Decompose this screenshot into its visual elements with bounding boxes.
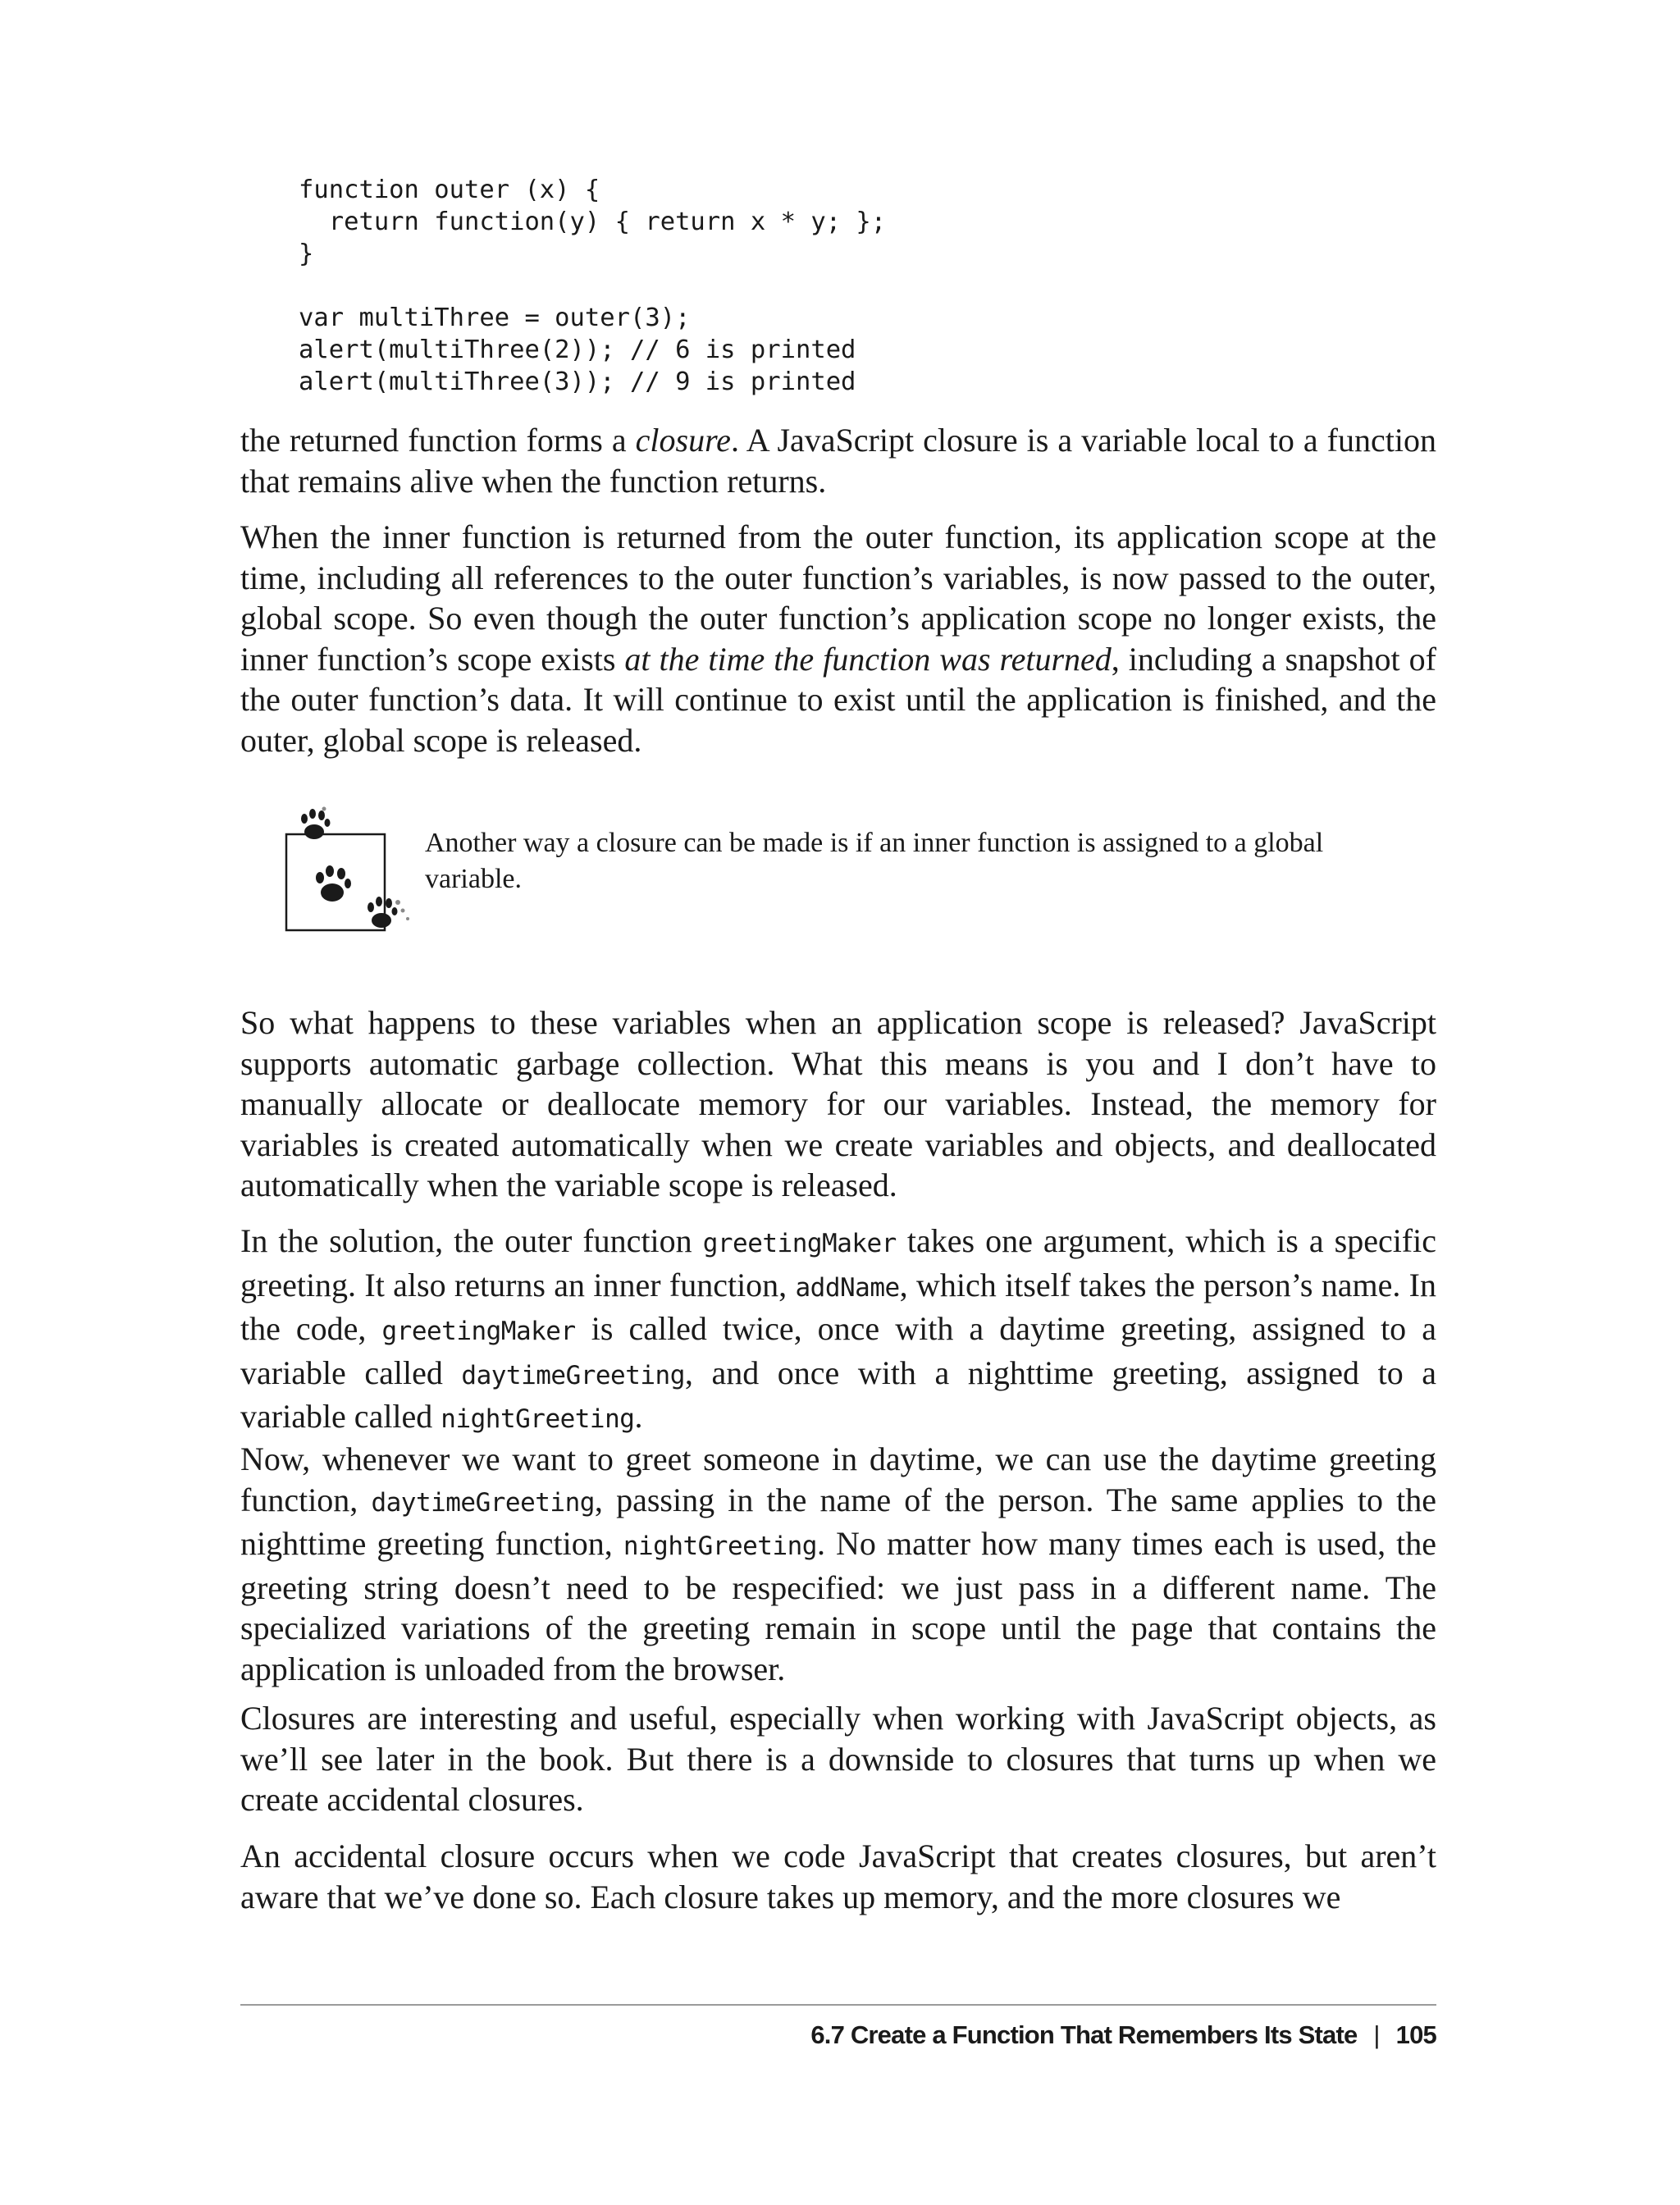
code-line: function outer (x) {	[299, 176, 600, 204]
code-nightgreeting: nightGreeting	[623, 1532, 817, 1561]
paragraph-closure-definition: the returned function forms a closure. A JavaScript closure is a variable local to a function that remains alive when the function returns.	[240, 422, 1436, 500]
paragraph-accidental-closure: An accidental closure occurs when we code JavaScript that creates closures, but aren’t aware that we’ve done so. Each closure takes up memory, and the more closures we	[240, 1838, 1436, 1915]
page-number: 105	[1395, 2020, 1436, 2049]
code-line: }	[299, 240, 314, 268]
code-line: return function(y) { return x * y; };	[299, 208, 887, 236]
code-line: var multiThree = outer(3);	[299, 304, 691, 332]
paragraph-greet-someone: Now, whenever we want to greet someone in daytime, we can use the daytime greeting function, daytimeGreeting, passing in the name of the person. The same applies to the nighttime greeting function, nightGreeting. No matter how many times each is used, the greeting string doesn’t need to be respecified: we just pass in a different name. The specialized variations of the greeting remain in scope until the page that contains the application is unloaded from the browser.	[240, 1440, 1436, 1687]
paragraph-greeting-maker: In the solution, the outer function greetingMaker takes one argument, which is a specific greeting. It also returns an inner function, addName, which itself takes the person’s name. In the code, greetingMaker is called twice, once with a daytime greeting, assigned to a variable called daytimeGreeting, and once with a nighttime greeting, assigned to a variable called nightGreeting.	[240, 1222, 1437, 1435]
tip-note: Another way a closure can be made is if an inner function is assigned to a global variable.	[425, 828, 1324, 894]
running-footer	[810, 2020, 1436, 2050]
code-daytimegreeting: daytimeGreeting	[371, 1487, 595, 1518]
code-listing	[299, 174, 1463, 398]
code-greetingmaker: greetingMaker	[702, 1229, 897, 1258]
paragraph-closures-downside: Closures are interesting and useful, especially when working with JavaScript objects, as we’ll see later in the book. But there is a downside to closures that turns up when we create accidental closures.	[240, 1700, 1436, 1818]
paragraph-garbage-collection: So what happens to these variables when an application scope is released? JavaScript supports automatic garbage collection. What this means is you and I don’t have to manually allocate or deallocate memory for our variables. Instead, the memory for variables is created automatically when we create variables and objects, and deallocated automatically when the variable scope is released.	[240, 1004, 1436, 1203]
code-nightgreeting: nightGreeting	[441, 1404, 635, 1434]
code-daytimegreeting: daytimeGreeting	[461, 1360, 685, 1390]
code-line: alert(multiThree(3)); // 9 is printed	[299, 368, 856, 396]
paragraph-inner-function-scope: When the inner function is returned from the outer function, its application scope at the time, including all references to the outer function’s variables, is now passed to the outer, global scope. So even though the outer function’s application scope no longer exists, the inner function’s scope exists at the time the function was returned, including a snapshot of the outer function’s data. It will continue to exist until the application is finished, and the outer, global scope is released.	[240, 518, 1437, 759]
code-line: alert(multiThree(2)); // 6 is printed	[299, 336, 856, 364]
footer-section-title: 6.7 Create a Function That Remembers Its State	[810, 2020, 1358, 2049]
code-addname: addName	[795, 1272, 900, 1303]
footer-divider	[240, 2004, 1436, 2006]
code-greetingmaker: greetingMaker	[381, 1317, 576, 1346]
emphasis-time-returned: at the time the function was returned	[624, 640, 1112, 678]
term-closure: closure	[635, 422, 731, 459]
tip-paw-prints-icon	[275, 806, 422, 945]
footer-separator: |	[1373, 2020, 1380, 2049]
code-line	[299, 270, 1463, 302]
